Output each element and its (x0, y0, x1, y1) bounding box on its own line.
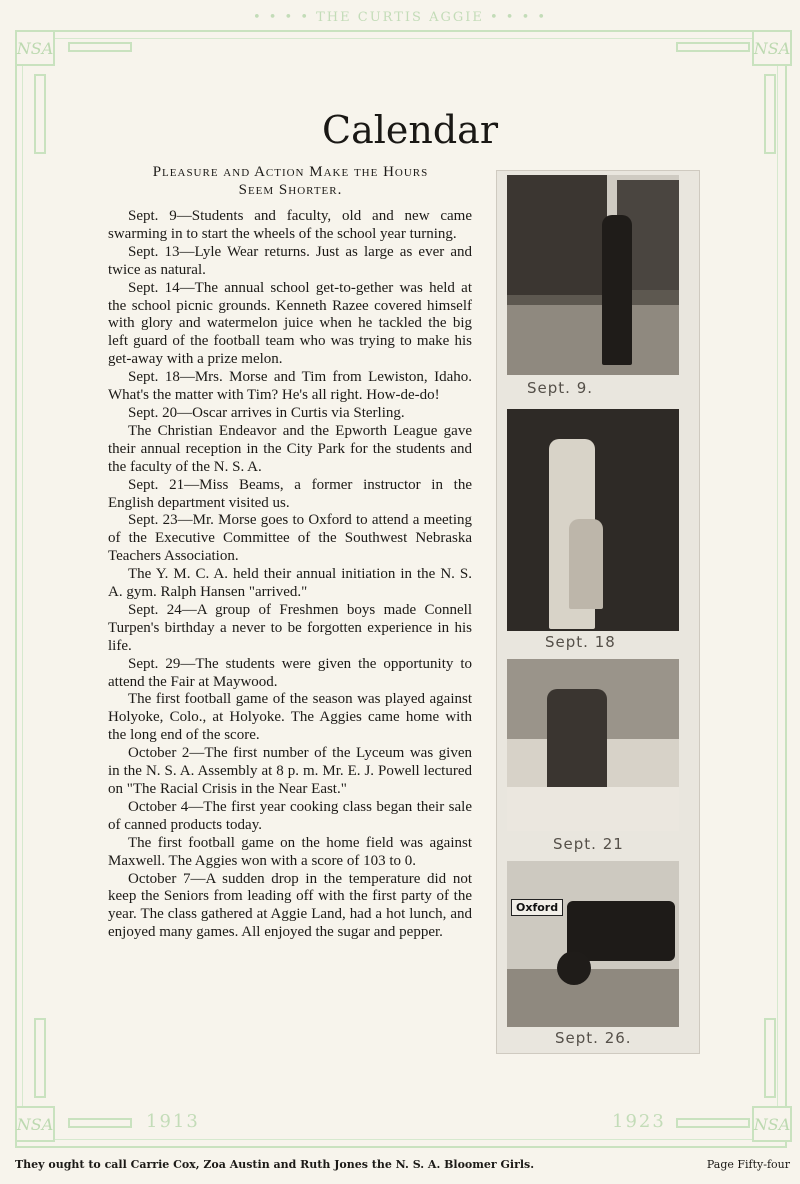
calendar-entry: The first football game of the season was played against Holyoke, Colo., at Holyoke. The Aggies came home with the long end of the score. (108, 691, 472, 744)
border-ornament (764, 74, 776, 154)
calendar-entry: October 7—A sudden drop in the temperature did not keep the Seniors from leading off with the first party of the year. The class gathered at Aggie Land, had a hot lunch, and enjoyed many games. All enjoyed the sugar and pepper. (108, 870, 472, 941)
calendar-entry: Sept. 14—The annual school get-to-gether was held at the school picnic grounds. Kenneth Razee covered himself with glory and watermelon juice when he tackled the big left guard of the football team who was trying to make his get-away with a prize melon. (108, 279, 472, 368)
subtitle-line: Seem Shorter. (238, 182, 343, 198)
photo-figure (569, 519, 603, 609)
footer-joke: They ought to call Carrie Cox, Zoa Austin and Ruth Jones the N. S. A. Bloomer Girls. (15, 1158, 535, 1171)
subtitle-line: Pleasure and Action Make the Hours (152, 164, 429, 180)
photo-woman-and-child (507, 409, 679, 631)
nsa-monogram: NSA (15, 1106, 55, 1142)
calendar-entry: October 2—The first number of the Lyceum was given in the N. S. A. Assembly at 8 p. m. Mr. E. J. Powell lectured on "The Racial Crisis in the Near East." (108, 745, 472, 797)
calendar-entries (108, 208, 472, 942)
calendar-entry: Sept. 23—Mr. Morse goes to Oxford to attend a meeting of the Executive Committee of the Southwest Nebraska Teachers Association. (108, 512, 472, 565)
border-ornament (68, 42, 132, 52)
year-right: 1923 (612, 1111, 666, 1132)
nsa-monogram: NSA (752, 1106, 792, 1142)
photo-building (507, 175, 607, 295)
nsa-monogram: NSA (15, 30, 55, 66)
photo-table (507, 787, 679, 831)
subtitle (108, 163, 473, 199)
photo-figure (602, 215, 632, 365)
border-ornament (676, 42, 750, 52)
photo-figure (547, 689, 607, 789)
border-ornament (676, 1118, 750, 1128)
photo-car (567, 901, 675, 961)
photo-woman-at-table (507, 659, 679, 831)
photo-ground (507, 969, 679, 1027)
calendar-entry: Sept. 20—Oscar arrives in Curtis via Sterling. (128, 404, 405, 421)
photo-caption: Sept. 21 (553, 835, 624, 853)
calendar-entry: Sept. 29—The students were given the opportunity to attend the Fair at Maywood. (108, 655, 472, 690)
calendar-entry: The Y. M. C. A. held their annual initiation in the N. S. A. gym. Ralph Hansen "arrived." (108, 566, 472, 601)
photo-man-on-sidewalk (507, 175, 679, 375)
page-title: Calendar (322, 108, 498, 152)
calendar-entry: Sept. 21—Miss Beams, a former instructor in the English department visited us. (108, 476, 472, 511)
border-ornament (764, 1018, 776, 1098)
calendar-entry: Sept. 9—Students and faculty, old and new came swarming in to start the wheels of the school year turning. (108, 208, 472, 242)
page-number: Page Fifty-four (706, 1158, 790, 1171)
calendar-entry: Sept. 18—Mrs. Morse and Tim from Lewiston, Idaho. What's the matter with Tim? He's all right. How-de-do! (108, 369, 472, 404)
photo-car-oxford-sign (507, 861, 679, 1027)
photo-strip (496, 170, 700, 1054)
running-header: • • • • THE CURTIS AGGIE • • • • (252, 10, 548, 25)
photo-caption: Sept. 18 (545, 633, 616, 651)
calendar-entry: The Christian Endeavor and the Epworth League gave their annual reception in the City Park for the students and the faculty of the N. S. A. (108, 422, 472, 475)
calendar-entry: October 4—The first year cooking class began their sale of canned products today. (108, 798, 472, 833)
photo-caption: Sept. 26. (555, 1029, 632, 1047)
oxford-sign: Oxford (511, 899, 563, 916)
border-ornament (68, 1118, 132, 1128)
year-left: 1913 (146, 1111, 200, 1132)
nsa-monogram: NSA (752, 30, 792, 66)
calendar-entry: The first football game on the home field was against Maxwell. The Aggies won with a score of 103 to 0. (108, 834, 472, 869)
border-ornament (34, 1018, 46, 1098)
photo-caption: Sept. 9. (527, 379, 594, 397)
calendar-entry: Sept. 24—A group of Freshmen boys made Connell Turpen's birthday a never to be forgotten experience in his life. (108, 601, 472, 654)
calendar-entry: Sept. 13—Lyle Wear returns. Just as large as ever and twice as natural. (108, 243, 472, 278)
photo-ground (507, 305, 679, 375)
photo-car-wheel (557, 951, 591, 985)
border-ornament (34, 74, 46, 154)
